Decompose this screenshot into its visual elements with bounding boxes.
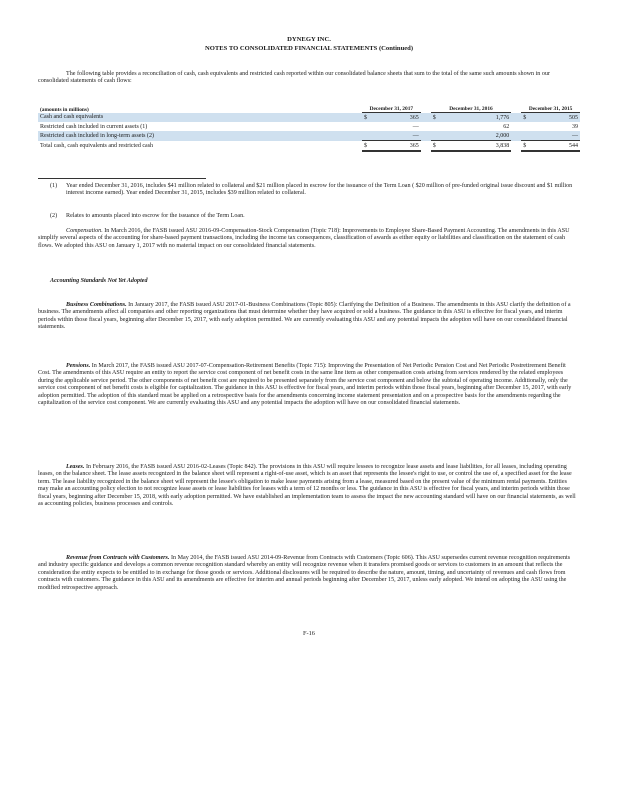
revenue-paragraph	[38, 555, 578, 592]
currency-symbol	[521, 122, 533, 131]
table-row	[38, 131, 580, 141]
row-label: Total cash, cash equivalents and restricted cash	[40, 142, 154, 149]
value-2017: —	[412, 123, 419, 130]
intro-paragraph: The following table provides a reconciliation of cash, cash equivalents and restricted cash reported within our consolidated balance sheets that sum to the total of the same such amounts shown in our consolidated statements of cash flows:	[38, 71, 550, 85]
col-header-2017: December 31, 2017	[362, 103, 421, 113]
currency-symbol	[521, 131, 533, 141]
footnote-divider	[38, 178, 206, 179]
currency-symbol: $	[521, 141, 533, 152]
col-header-2015: December 31, 2015	[521, 103, 580, 113]
business-combinations-heading: Business Combinations.	[66, 302, 127, 308]
row-label: Restricted cash included in current assets (1)	[40, 123, 148, 130]
currency-symbol	[362, 122, 374, 131]
business-combinations-paragraph	[38, 302, 578, 332]
currency-symbol: $	[362, 113, 374, 123]
pensions-heading: Pensions.	[66, 363, 91, 369]
value-2017: 365	[374, 141, 421, 152]
currency-symbol: $	[521, 113, 533, 123]
compensation-paragraph	[38, 228, 578, 250]
currency-symbol: $	[362, 141, 374, 152]
value-2015: —	[533, 131, 580, 141]
value-2016: 3,838	[443, 141, 512, 152]
compensation-heading: Compensation.	[66, 228, 103, 234]
value-2017: 365	[374, 113, 421, 123]
value-2015: 505	[533, 113, 580, 123]
page-number: F-16	[303, 630, 315, 637]
cash-reconciliation-table	[38, 103, 580, 152]
value-2015: 544	[533, 141, 580, 152]
value-2016: 1,776	[443, 113, 512, 123]
pensions-text: In March 2017, the FASB issued ASU 2017-07-Compensation-Retirement Benefits (Topic 715): Improving the Presentation of Net Periodic Pension Cost and Net Periodic Postretirement Benefit Cost. The amendments of this ASU require an entity to report the service cost component of net benefit costs in the same line item as other compensation costs arising from services rendered by the related employees during the applicable service period. The other components of net benefit cost are required to be presented separately from the service cost component and below the subtotal of operating income. Additionally, only the service cost component of net benefit costs is eligible for capitalization. The guidance in this ASU is effective for fiscal years, and interim periods within those fiscal years, beginning after December 15, 2017, with early adoption permitted. The adoption of this standard must be applied on a retrospective basis for the amendments concerning income statement presentation and on a prospective basis for the amendments regarding the capitalization of the service cost component. We are currently evaluating this ASU and any potential impacts the adoption will have on our consolidated financial statements.	[38, 363, 572, 407]
col-header-2016: December 31, 2016	[431, 103, 512, 113]
currency-symbol	[362, 131, 374, 141]
footnote-number: (2)	[50, 213, 58, 219]
table-row	[38, 113, 580, 123]
leases-heading: Leases.	[66, 464, 85, 470]
footnote-number: (1)	[50, 183, 58, 189]
value-2016: 2,000	[443, 131, 512, 141]
revenue-text: In May 2014, the FASB issued ASU 2014-09-Revenue from Contracts with Customers (Topic 606). This ASU supersedes current revenue recognition requirements and industry specific guidance and develops a common revenue recognition standard whereby an entity will recognize revenue when it transfers promised goods or services to customers in an amount that reflects the consideration the entity expects to be entitled to in exchange for those goods or services. Additional disclosures will be required to describe the nature, amount, timing, and uncertainty of revenues and cash flows from contracts with customers. The guidance in this ASU and its amendments are effective for interim and annual periods beginning after December 15, 2017, unless early adopted. We intend on adopting the ASU using the modified retrospective approach.	[38, 555, 571, 591]
leases-paragraph	[38, 464, 578, 508]
business-combinations-text: In January 2017, the FASB issued ASU 2017-01-Business Combinations (Topic 805): Clarifying the Definition of a Business. The amendments in this ASU clarify the definition of a business. The amendments affect all companies and other reporting organizations that must determine whether they have acquired or sold a business. The guidance in this ASU is effective for fiscal years, and interim periods within those fiscal years, beginning after December 15, 2017, with early adoption permitted. We are currently evaluating this ASU and any potential impacts the adoption will have on our consolidated financial statements.	[38, 302, 571, 331]
currency-symbol	[431, 122, 443, 131]
footnote-text: Relates to amounts placed into escrow for the issuance of the Term Loan.	[66, 213, 245, 219]
unit-label: (amounts in millions)	[40, 106, 89, 113]
table-row	[38, 122, 580, 131]
footnote-text: Year ended December 31, 2016, includes $41 million related to collateral and $21 million placed in escrow for the issuance of the Term Loan ( $20 million of pre-funded original issue discount and $1 million interest income earned). Year ended December 31, 2015, includes $39 million related to collateral.	[66, 183, 573, 197]
currency-symbol: $	[431, 141, 443, 152]
compensation-text: In March 2016, the FASB issued ASU 2016-09-Compensation-Stock Compensation (Topic 718): Improvements to Employee Share-Based Payment Accounting. The amendments in this ASU simplify several aspects of the accounting for share-based payment transactions, including the income tax consequences, classification of awards as either equity or liabilities and classification on the statement of cash flows. We adopted this ASU on January 1, 2017 with no material impact on our consolidated financial statements.	[38, 228, 570, 249]
section-title: NOTES TO CONSOLIDATED FINANCIAL STATEMENTS (Continued)	[204, 45, 414, 52]
leases-text: In February 2016, the FASB issued ASU 2016-02-Leases (Topic 842). The provisions in this ASU will require lessees to recognize lease assets and lease liabilities, for all leases, including operating leases, on the balance sheet. The lease assets recognized in the balance sheet will represent a right-of-use asset, which is an asset that represents the lessee's right to use, or control the use of, a specified asset for the lease term. The lease liability recognized in the balance sheet will represent the lessee's obligation to make lease payments arising from a lease, measured based on the present value of the minimum rental payments. Entities may make an accounting policy election to not recognize lease assets or lease liabilities for leases with a term of 12 months or less. The guidance in this ASU is effective for fiscal years, and interim periods within those fiscal years, beginning after December 15, 2018, with early adoption permitted. We have established an implementation team to assess the impact the new accounting standard will have on our financial statements, as well as accounting policies, business processes and controls.	[38, 464, 576, 508]
row-label: Restricted cash included in long-term assets (2)	[38, 131, 362, 141]
company-name: DYNEGY INC.	[287, 36, 331, 43]
value-2017: —	[374, 131, 421, 141]
table-header-row	[38, 103, 580, 113]
value-2015: 39	[572, 123, 578, 130]
subheading: Accounting Standards Not Yet Adopted	[50, 278, 148, 284]
pensions-paragraph	[38, 363, 578, 407]
table-total-row	[38, 141, 580, 152]
row-label: Cash and cash equivalents	[38, 113, 362, 123]
value-2016: 62	[503, 123, 510, 130]
currency-symbol: $	[431, 113, 443, 123]
currency-symbol	[431, 131, 443, 141]
revenue-heading: Revenue from Contracts with Customers.	[66, 555, 170, 561]
